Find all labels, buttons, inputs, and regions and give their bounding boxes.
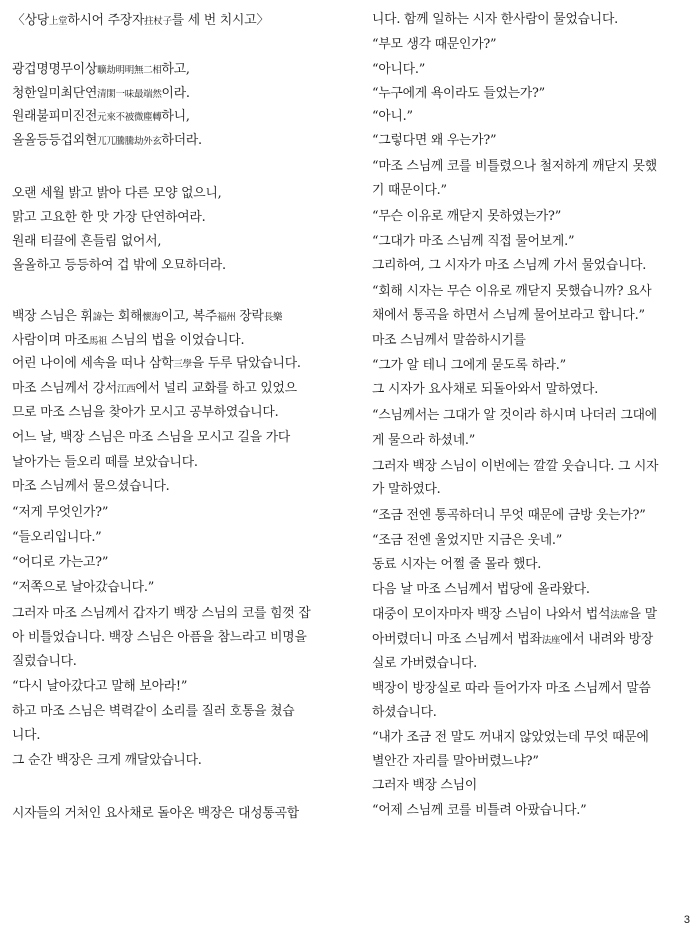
text-segment: 하니, xyxy=(161,109,190,124)
text-line xyxy=(372,333,526,349)
text-segment: 백장 스님은 휘 xyxy=(12,309,93,324)
text-segment: 오랜 세월 밝고 밝아 다른 모양 없으니, xyxy=(12,186,222,201)
text-segment: 을 두루 닦았습니다. xyxy=(191,356,301,371)
text-segment: “어제 스님께 코를 비틀려 아팠습니다.” xyxy=(372,803,587,818)
text-line xyxy=(372,258,646,274)
text-segment: “아니다.” xyxy=(372,62,426,77)
text-line xyxy=(372,382,598,398)
text-line xyxy=(12,555,108,571)
text-line xyxy=(372,607,657,624)
text-line xyxy=(12,630,307,646)
text-segment: 기 때문이다.” xyxy=(372,183,447,198)
text-line xyxy=(12,405,278,421)
text-segment: 는 회해 xyxy=(101,309,143,324)
text-line xyxy=(12,606,311,622)
text-line xyxy=(12,258,226,274)
text-segment: 올올하고 등등하여 겁 밖에 오묘하더라. xyxy=(12,258,226,273)
text-segment: 그리하여, 그 시자가 마조 스님께 가서 물었습니다. xyxy=(372,258,647,273)
text-line xyxy=(372,308,645,324)
text-line xyxy=(372,133,496,149)
page-number: 3 xyxy=(683,914,690,926)
text-line xyxy=(12,728,40,744)
text-line xyxy=(372,62,425,78)
hanja-annotation: 福州 xyxy=(217,312,236,323)
text-segment: 이라. xyxy=(161,86,190,101)
text-segment: 에서 내려와 방장 xyxy=(560,632,653,647)
hanja-annotation: 曠劫明明無二相 xyxy=(97,65,162,76)
text-line xyxy=(12,13,269,30)
text-segment: 가 말하였다. xyxy=(372,482,441,497)
text-line xyxy=(372,284,651,300)
text-line xyxy=(12,86,190,103)
text-segment: 〈상당 xyxy=(12,13,49,28)
text-line xyxy=(372,582,590,598)
text-line xyxy=(12,234,161,250)
text-segment: 채에서 통곡을 하면서 스님께 물어보라고 합니다.” xyxy=(372,308,645,323)
text-line xyxy=(372,730,649,746)
text-line xyxy=(12,753,202,769)
text-line xyxy=(372,183,447,199)
hanja-annotation: 清閑一味最端然 xyxy=(97,89,162,100)
hanja-annotation: 諱 xyxy=(92,312,102,323)
text-segment: 하고 마조 스님은 벽력같이 소리를 질러 호통을 쳤습 xyxy=(12,704,295,719)
text-segment: 백장이 방장실로 따라 들어가자 마조 스님께서 말씀 xyxy=(372,681,651,696)
text-segment: “부모 생각 때문인가?” xyxy=(372,37,497,52)
text-segment: “누구에게 욕이라도 들었는가?” xyxy=(372,86,546,101)
text-segment: “내가 조금 전 말도 꺼내지 않았었는데 무엇 때문에 xyxy=(372,730,649,745)
hanja-annotation: 拄杖子 xyxy=(144,16,172,27)
text-segment: 을 말 xyxy=(628,607,657,622)
text-segment: 마조 스님께서 강서 xyxy=(12,381,118,396)
text-segment: “마조 스님께 코를 비틀렸으나 철저하게 깨닫지 못했 xyxy=(372,159,657,174)
text-line xyxy=(372,656,477,672)
text-segment: 이고, 복주 xyxy=(160,309,218,324)
text-segment: 원래 티끌에 흔들림 없어서, xyxy=(12,234,162,249)
text-segment: 므로 마조 스님을 찾아가 모시고 공부하였습니다. xyxy=(12,405,279,420)
text-segment: 청한일미최단연 xyxy=(12,86,98,101)
text-line xyxy=(12,186,222,202)
text-line xyxy=(372,803,586,819)
text-segment: 스님의 법을 이었습니다. xyxy=(107,333,245,348)
text-segment: “조금 전엔 통곡하더니 무엇 때문에 금방 웃는가?” xyxy=(372,508,646,523)
text-segment: 그러자 백장 스님이 이번에는 깔깔 웃습니다. 그 시자 xyxy=(372,459,659,474)
text-segment: “어디로 가는고?” xyxy=(12,555,109,570)
text-segment: 아 비틀었습니다. 백장 스님은 아픔을 참느라고 비명을 xyxy=(12,630,307,645)
text-segment: 그러자 백장 스님이 xyxy=(372,778,478,793)
hanja-annotation: 元來不被微塵轉 xyxy=(97,112,162,123)
text-line xyxy=(372,632,653,649)
text-segment: 별안간 자리를 말아버렸느냐?” xyxy=(372,754,539,769)
text-line xyxy=(372,508,646,524)
text-segment: “그렇다면 왜 우는가?” xyxy=(372,133,497,148)
text-segment: 광겁명명무이상 xyxy=(12,62,98,77)
text-segment: “그대가 마조 스님께 직접 물어보게.” xyxy=(372,234,575,249)
text-line xyxy=(12,133,202,150)
text-segment: 그 시자가 요사채로 되돌아와서 말하였다. xyxy=(372,382,599,397)
text-segment: 그 순간 백장은 크게 깨달았습니다. xyxy=(12,753,202,768)
text-line xyxy=(372,358,566,374)
text-segment: 하고, xyxy=(161,62,190,77)
text-segment: 니다. 함께 일하는 시자 한사람이 물었습니다. xyxy=(372,12,618,27)
text-segment: “다시 날아갔다고 말해 보아라!” xyxy=(12,679,188,694)
text-line xyxy=(12,479,170,495)
text-line xyxy=(12,381,297,398)
hanja-annotation: 兀兀騰騰劫外玄 xyxy=(97,136,162,147)
text-segment: 마조 스님께서 물으셨습니다. xyxy=(12,479,170,494)
text-line xyxy=(12,530,102,546)
hanja-annotation: 法座 xyxy=(541,635,561,646)
text-segment: “저쪽으로 날아갔습니다.” xyxy=(12,580,155,595)
text-segment: 어느 날, 백장 스님은 마조 스님을 모시고 길을 가다 xyxy=(12,430,291,445)
text-line xyxy=(12,654,77,670)
hanja-annotation: 長樂 xyxy=(263,312,283,323)
text-line xyxy=(372,408,657,424)
text-segment: 에서 널리 교화를 하고 있었으 xyxy=(135,381,297,396)
text-segment: 를 세 번 치시고〉 xyxy=(171,13,269,28)
text-line xyxy=(372,37,496,53)
text-line xyxy=(372,12,618,28)
text-line xyxy=(372,433,475,449)
hanja-annotation: 懷海 xyxy=(142,312,161,323)
text-segment: “저게 무엇인가?” xyxy=(12,505,109,520)
text-segment: 하시어 주장자 xyxy=(67,13,145,28)
text-line xyxy=(372,533,562,549)
text-segment: “스님께서는 그대가 알 것이라 하시며 나더러 그대에 xyxy=(372,408,657,423)
text-line xyxy=(12,333,244,350)
text-line xyxy=(12,679,187,695)
text-segment: 하더라. xyxy=(161,133,202,148)
text-segment: 질렀습니다. xyxy=(12,654,77,669)
text-segment: 장락 xyxy=(235,309,264,324)
text-line xyxy=(372,754,539,770)
text-line xyxy=(12,455,198,471)
text-segment: 마조 스님께서 말씀하시기를 xyxy=(372,333,526,348)
text-segment: 어린 나이에 세속을 떠나 삼학 xyxy=(12,356,174,371)
text-line xyxy=(372,705,437,721)
text-line xyxy=(372,459,658,475)
hanja-annotation: 法席 xyxy=(610,610,629,621)
text-segment: “회해 시자는 무슨 이유로 깨닫지 못했습니까? 요사 xyxy=(372,284,652,299)
text-line xyxy=(12,806,299,822)
text-segment: 대중이 모이자마자 백장 스님이 나와서 법석 xyxy=(372,607,611,622)
text-segment: 날아가는 들오리 떼를 보았습니다. xyxy=(12,455,198,470)
text-segment: “무슨 이유로 깨닫지 못하였는가?” xyxy=(372,209,562,224)
text-line xyxy=(12,505,108,521)
text-line xyxy=(12,62,190,79)
text-line xyxy=(12,704,294,720)
hanja-annotation: 江西 xyxy=(117,384,136,395)
text-segment: “그가 알 테니 그에게 묻도록 하라.” xyxy=(372,358,566,373)
text-segment: 게 물으라 하셨네.” xyxy=(372,433,476,448)
text-line xyxy=(372,109,413,125)
text-line xyxy=(12,109,190,126)
text-segment: “조금 전엔 울었지만 지금은 웃네.” xyxy=(372,533,563,548)
text-line xyxy=(372,234,574,250)
text-segment: 원래불피미진전 xyxy=(12,109,98,124)
text-line xyxy=(372,482,441,498)
text-segment: 하셨습니다. xyxy=(372,705,437,720)
text-line xyxy=(372,86,545,102)
text-line xyxy=(12,430,290,446)
hanja-annotation: 馬祖 xyxy=(88,336,108,347)
hanja-annotation: 三學 xyxy=(173,359,192,370)
text-segment: 올올등등겁외현 xyxy=(12,133,98,148)
text-line xyxy=(12,309,282,326)
text-line xyxy=(372,681,651,697)
text-line xyxy=(12,580,154,596)
text-line xyxy=(372,159,657,175)
text-line xyxy=(12,356,301,373)
text-line xyxy=(372,778,477,794)
text-segment: 아버렸더니 마조 스님께서 법좌 xyxy=(372,632,542,647)
text-segment: 실로 가버렸습니다. xyxy=(372,656,478,671)
text-segment: 다음 날 마조 스님께서 법당에 올라왔다. xyxy=(372,582,590,597)
text-segment: 그러자 마조 스님께서 갑자기 백장 스님의 코를 힘껏 잡 xyxy=(12,606,311,621)
text-segment: 니다. xyxy=(12,728,41,743)
hanja-annotation: 上堂 xyxy=(48,16,68,27)
text-segment: 동료 시자는 어쩔 줄 몰라 했다. xyxy=(372,557,542,572)
text-segment: 시자들의 거처인 요사채로 돌아온 백장은 대성통곡합 xyxy=(12,806,299,821)
text-line xyxy=(12,210,205,226)
text-line xyxy=(372,209,561,225)
text-segment: 맑고 고요한 한 맛 가장 단연하여라. xyxy=(12,210,206,225)
text-segment: 사람이며 마조 xyxy=(12,333,89,348)
text-segment: “들오리입니다.” xyxy=(12,530,102,545)
text-segment: “아니.” xyxy=(372,109,413,124)
text-line xyxy=(372,557,541,573)
